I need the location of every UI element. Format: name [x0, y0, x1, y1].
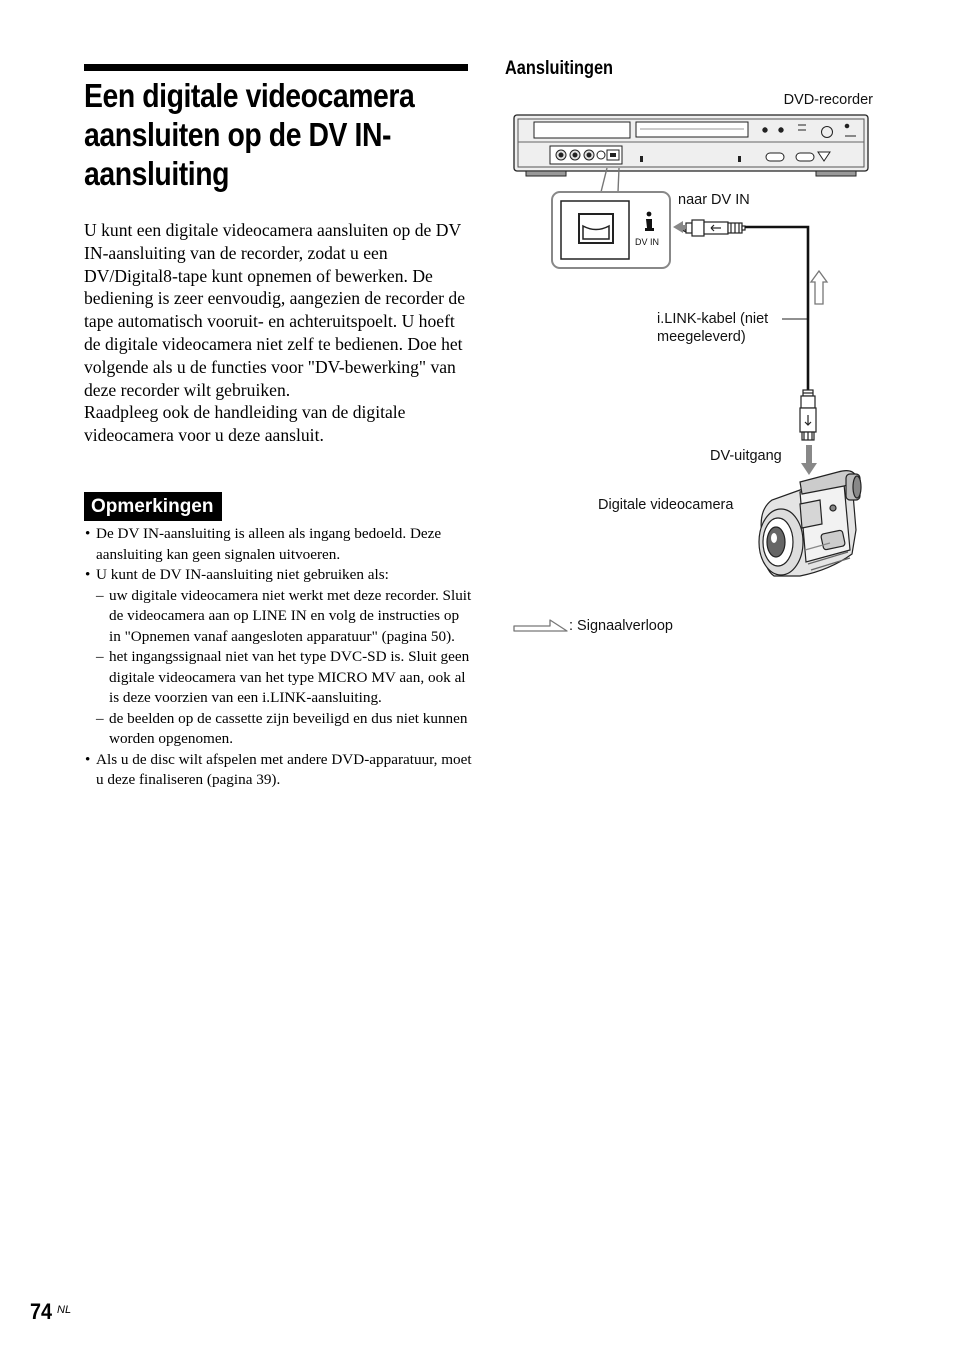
note-item: • U kunt de DV IN-aansluiting niet gebruiken als:	[84, 565, 474, 586]
page-number: 74	[30, 1299, 53, 1324]
intro-text	[84, 219, 470, 447]
title-rule	[84, 64, 468, 71]
section-heading: Aansluitingen	[505, 58, 614, 79]
intro-paragraph: U kunt een digitale videocamera aansluiten op de DV IN-aansluiting van de recorder, zodat u een DV/Digital8-tape kunt opnemen of bewerken. De bediening is zeer eenvoudig, aangezien de recorder de tape automatisch vooruit- en achteruitspoelt. U hoeft de digitale videocamera niet zelf te bedienen. Doe het volgende als u de functies voor "DV-bewerking" van deze recorder wilt gebruiken.	[84, 220, 466, 400]
naar-dv-in-label: naar DV IN	[678, 192, 750, 208]
cable-label-line1: i.LINK-kabel (niet	[657, 311, 769, 327]
dvd-recorder-label: DVD-recorder	[783, 92, 873, 108]
dv-uitgang-label: DV-uitgang	[710, 448, 782, 464]
notes-heading: Opmerkingen	[84, 492, 222, 521]
note-subitem: – uw digitale videocamera niet werkt met deze recorder. Sluit de videocamera aan op LINE IN en volg de instructies op in "Opnemen vanaf aangesloten apparatuur" (pagina 50).	[84, 586, 474, 648]
legend-label: : Signaalverloop	[569, 618, 673, 634]
page-title-line: Een digitale videocamera	[84, 77, 415, 114]
signal-arrow-icon	[811, 271, 827, 304]
dvd-recorder-icon	[514, 115, 868, 176]
page-title-line: aansluiten op de DV IN-	[84, 116, 392, 153]
cable-label-line2: meegeleverd)	[657, 329, 746, 345]
page-title-line: aansluiting	[84, 155, 230, 192]
note-item: • Als u de disc wilt afspelen met andere DVD-apparatuur, moet u deze finaliseren (pagina 39).	[84, 750, 474, 791]
note-subitem: – het ingangssignaal niet van het type DVC-SD is. Sluit geen digitale videocamera van het type MICRO MV aan, ook al is deze voorzien van een i.LINK-aansluiting.	[84, 647, 474, 709]
note-item: • De DV IN-aansluiting is alleen als ingang bedoeld. Deze aansluiting kan geen signalen uitvoeren.	[84, 524, 474, 565]
notes-list	[84, 524, 474, 791]
connection-diagram	[500, 80, 900, 650]
camcorder-icon	[759, 471, 861, 576]
page-title	[84, 76, 414, 193]
dv-in-port-label: DV IN	[635, 237, 660, 247]
intro-paragraph: Raadpleeg ook de handleiding van de digitale videocamera voor u deze aansluit.	[84, 402, 406, 446]
page-language: NL	[57, 1304, 72, 1316]
note-subitem: – de beelden op de cassette zijn beveiligd en dus niet kunnen worden opgenomen.	[84, 709, 474, 750]
camera-label: Digitale videocamera	[598, 497, 734, 513]
